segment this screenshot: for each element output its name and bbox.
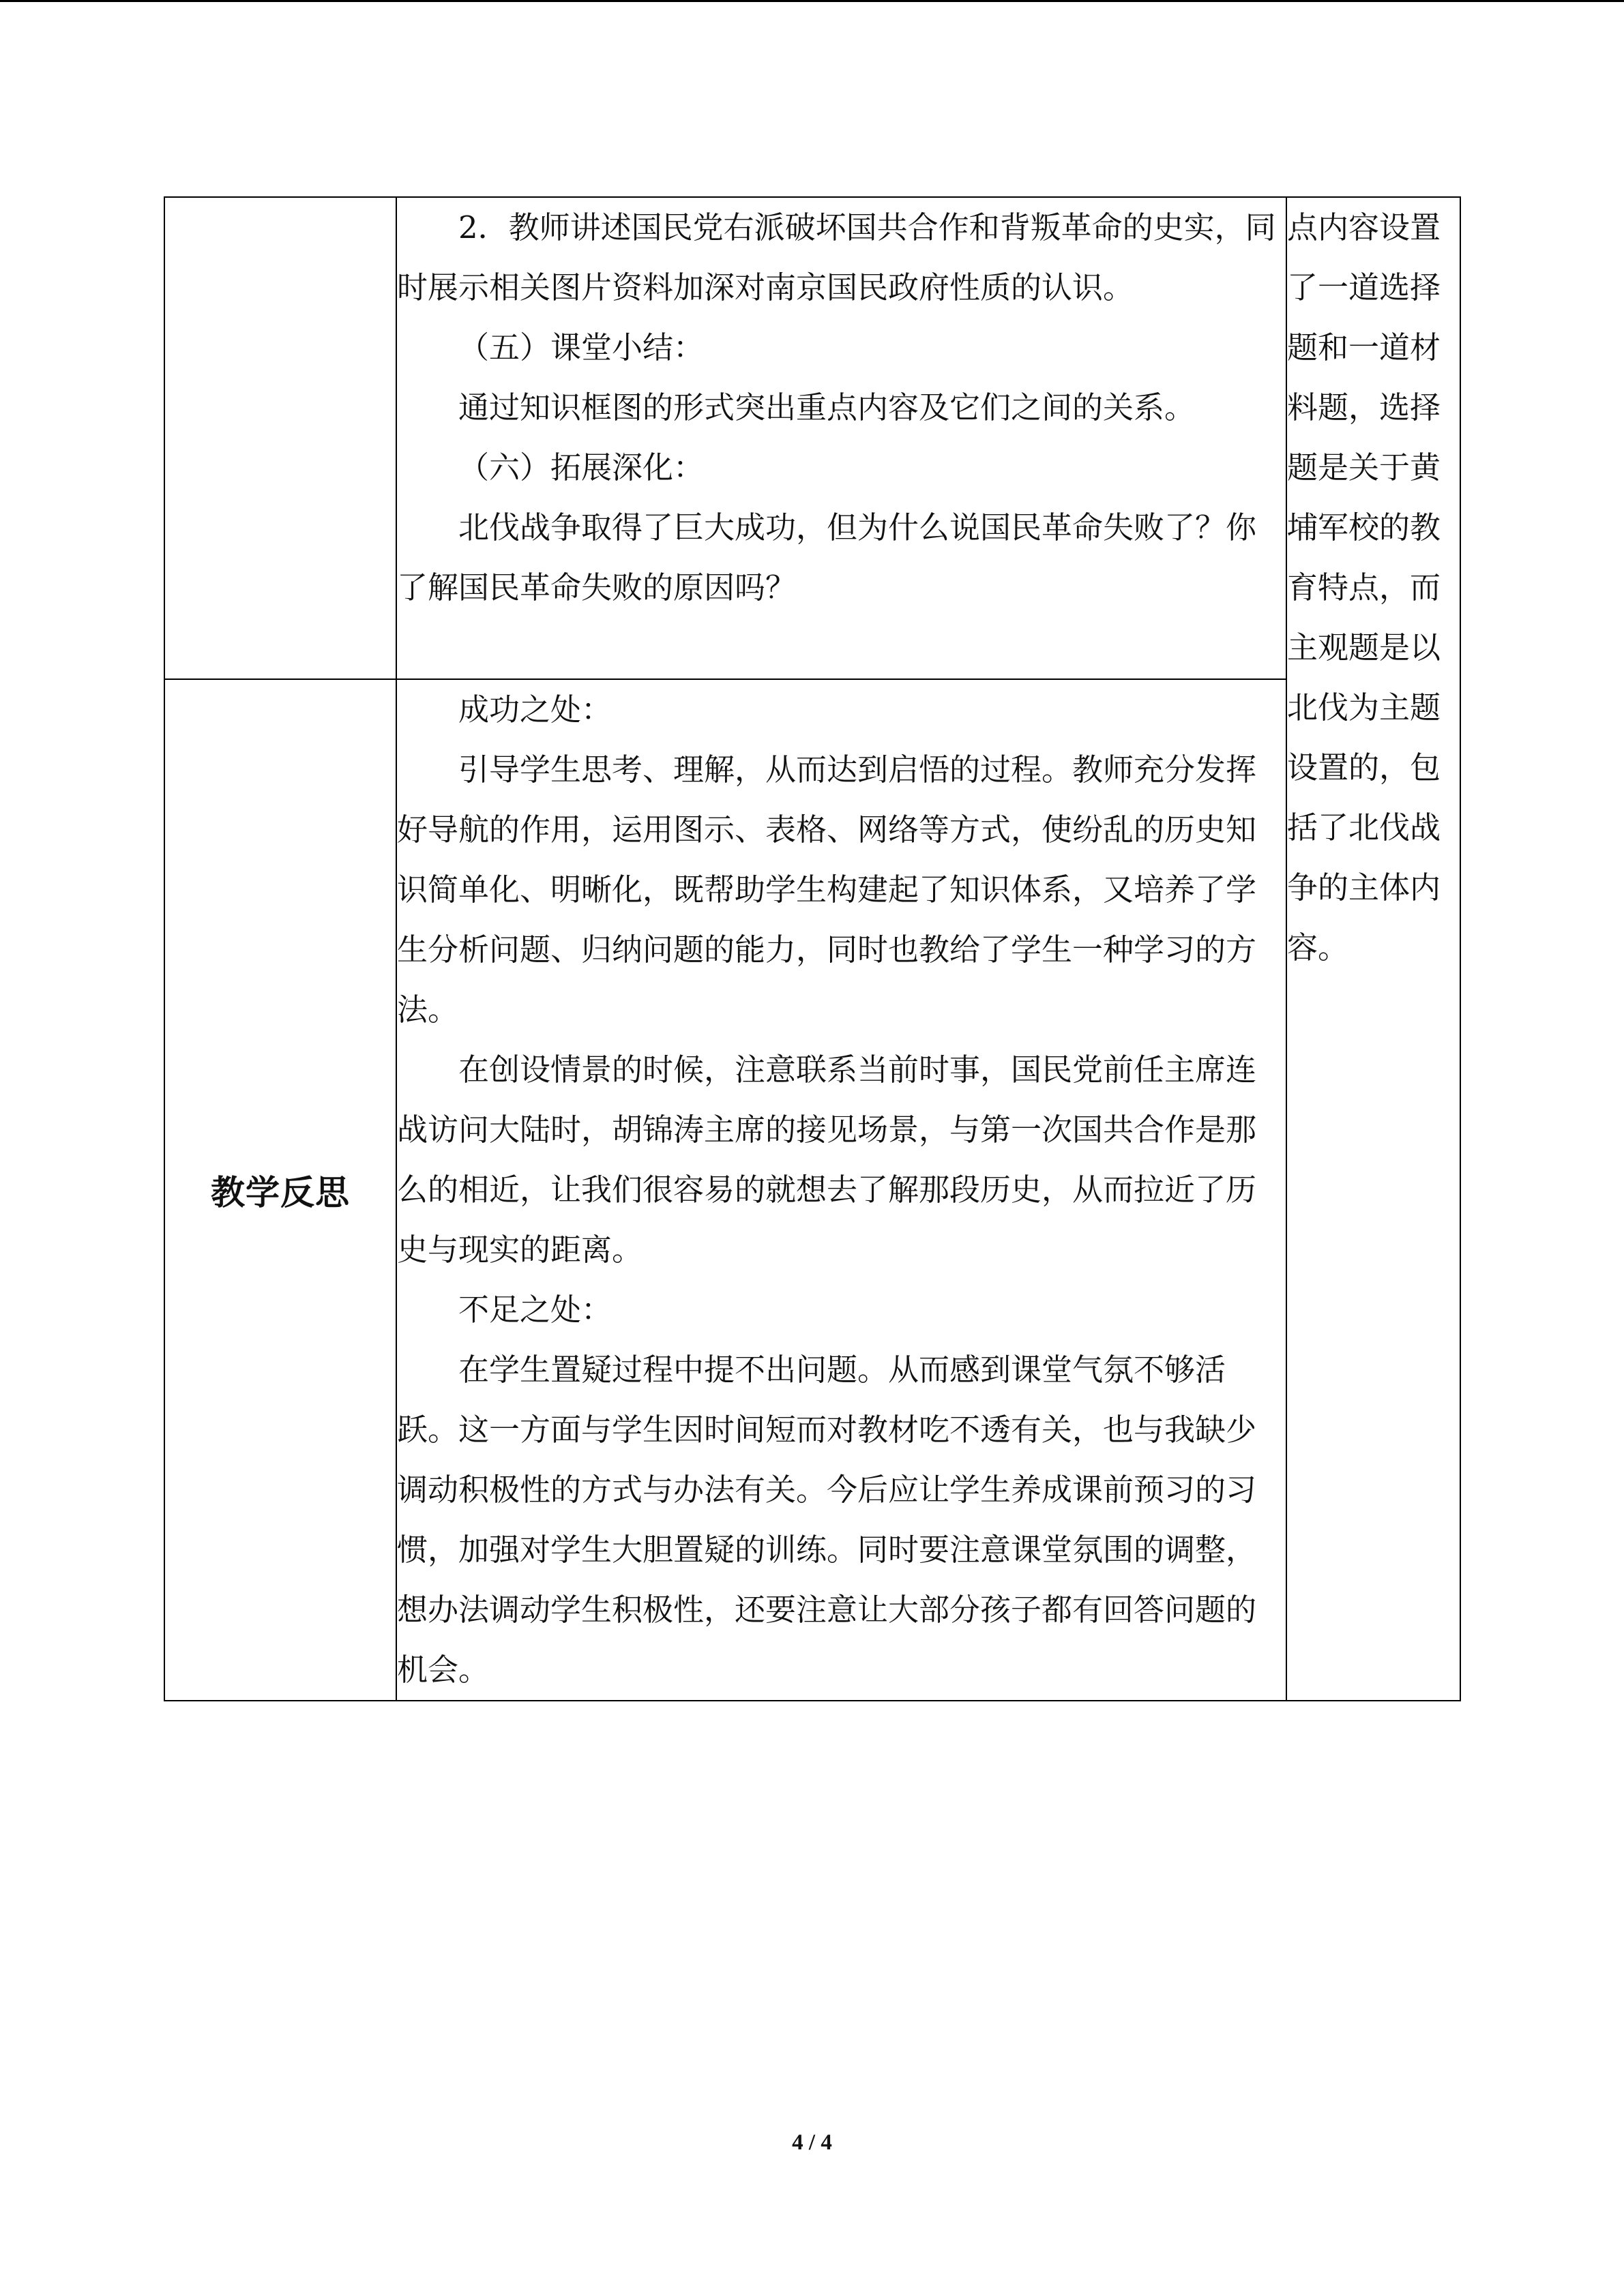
section-heading-successes: 成功之处： (458, 691, 612, 728)
section-heading-extension: （六）拓展深化： (458, 449, 705, 486)
paragraph: 在学生置疑过程中提不出问题。从而感到课堂气氛不够活跃。这一方面与学生因时间短而对教材吃不透有关，也与我缺少调动积极性的方式与办法有关。今后应让学生养成课前预习的习惯，加强对学生大胆置疑的训练。同时要注意课堂氛围的调整，想办法调动学生积极性，还要注意让大部分孩子都有回答问题的机会。 (397, 1352, 1257, 1688)
row1-label-cell (164, 197, 396, 679)
row2-label-cell (164, 679, 396, 1701)
side-note-cell (1286, 197, 1460, 1701)
lesson-plan-table (164, 196, 1461, 1701)
paragraph: 在创设情景的时候，注意联系当前时事，国民党前任主席连战访问大陆时，胡锦涛主席的接见场景，与第一次国共合作是那么的相近，让我们很容易的就想去了解那段历史，从而拉近了历史与现实的距离。 (397, 1052, 1257, 1268)
paragraph: 通过知识框图的形式突出重点内容及它们之间的关系。 (458, 389, 1196, 426)
row-label-teaching-reflection: 教学反思 (211, 1173, 350, 1212)
section-heading-summary: （五）课堂小结： (458, 329, 705, 366)
table-row-teaching-reflection (164, 679, 1460, 1701)
paragraph: 2．教师讲述国民党右派破坏国共合作和背叛革命的史实，同时展示相关图片资料加深对南京国民政府性质的认识。 (397, 209, 1276, 305)
page-top-border (0, 0, 1624, 2)
row1-content-cell (396, 197, 1286, 679)
row2-content-cell (396, 679, 1286, 1701)
side-note-text: 点内容设置了一道选择题和一道材料题，选择题是关于黄埔军校的教育特点，而主观题是以北伐为主题设置的，包括了北伐战争的主体内容。 (1287, 209, 1441, 966)
paragraph: 北伐战争取得了巨大成功，但为什么说国民革命失败了？你了解国民革命失败的原因吗？ (397, 509, 1257, 606)
paragraph: 引导学生思考、理解，从而达到启悟的过程。教师充分发挥好导航的作用，运用图示、表格、网络等方式，使纷乱的历史知识简单化、明晰化，既帮助学生构建起了知识体系，又培养了学生分析问题、归纳问题的能力，同时也教给了学生一种学习的方法。 (397, 751, 1257, 1028)
table-row-teaching-process (164, 197, 1460, 679)
section-heading-shortcomings: 不足之处： (458, 1292, 612, 1328)
page-number: 4 / 4 (792, 2130, 832, 2155)
